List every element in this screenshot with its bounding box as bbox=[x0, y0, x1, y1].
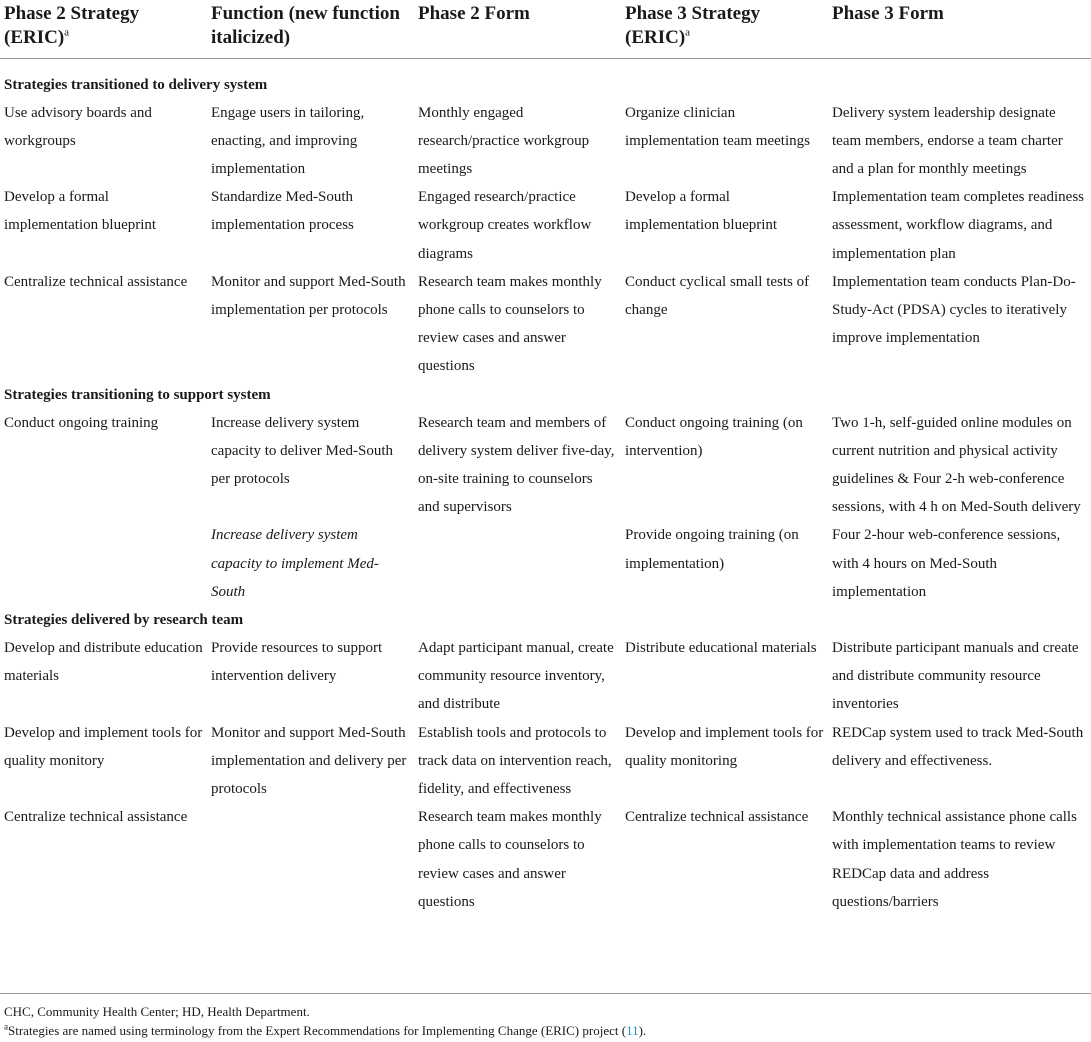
table-cell: Distribute participant manuals and create and distribute community resource inventories bbox=[832, 639, 1079, 713]
table-cell: Develop a formal implementation blueprint bbox=[625, 189, 778, 234]
table-cell: Implementation team conducts Plan-Do-Study-Act (PDSA) cycles to iteratively improve implementation bbox=[832, 273, 1076, 347]
table-row bbox=[0, 99, 1091, 184]
header-row bbox=[0, 0, 1091, 59]
table-row bbox=[0, 183, 1091, 268]
table-cell: Monitor and support Med-South implementation per protocols bbox=[211, 273, 406, 318]
header-phase3-form: Phase 3 Form bbox=[832, 3, 944, 24]
table-cell: Conduct ongoing training (on intervention) bbox=[625, 414, 803, 459]
table-cell: Develop a formal implementation blueprint bbox=[4, 189, 157, 234]
section-header bbox=[0, 71, 1091, 99]
table-cell: REDCap system used to track Med-South delivery and effectiveness. bbox=[832, 724, 1084, 769]
table-row bbox=[0, 719, 1091, 804]
table-cell: Two 1-h, self-guided online modules on current nutrition and physical activity guidelines & Four 2-h web-conference sessions, with 4 h on Med-South delivery bbox=[832, 414, 1081, 516]
table-cell bbox=[0, 59, 1091, 71]
table-cell: Strategies transitioning to support system bbox=[4, 386, 271, 403]
table-cell: Increase delivery system capacity to deliver Med-South per protocols bbox=[211, 414, 394, 487]
abbreviation-note: CHC, Community Health Center; HD, Health Department. bbox=[4, 1004, 310, 1019]
table-cell: Implementation team completes readiness assessment, workflow diagrams, and implementation plan bbox=[832, 189, 1084, 262]
table-row bbox=[0, 268, 1091, 381]
header-phase2-form: Phase 2 Form bbox=[418, 3, 530, 24]
table-cell: Distribute educational materials bbox=[625, 639, 817, 656]
section-header bbox=[0, 606, 1091, 634]
table-cell: Conduct cyclical small tests of change bbox=[625, 273, 810, 318]
table-cell: Develop and implement tools for quality monitoring bbox=[625, 724, 824, 769]
table-row bbox=[0, 634, 1091, 719]
table-cell: Delivery system leadership designate team members, endorse a team charter and a plan for monthly meetings bbox=[832, 104, 1063, 177]
header-phase2-strategy: Phase 2 Strategy (ERIC)$^a$ bbox=[4, 3, 140, 48]
header-phase3-strategy: Phase 3 Strategy (ERIC)$^a$ bbox=[625, 3, 761, 48]
table-cell: Centralize technical assistance bbox=[4, 273, 188, 290]
footnote-a: $^a$Strategies are named using terminology from the Expert Recommendations for Implementing Change (ERIC) project (11). bbox=[4, 1021, 647, 1038]
table-cell: Centralize technical assistance bbox=[625, 809, 809, 826]
table-cell: Standardize Med-South implementation process bbox=[211, 189, 354, 234]
table-cell: Four 2-hour web-conference sessions, with 4 hours on Med-South implementation bbox=[832, 527, 1061, 600]
table-cell: Develop and implement tools for quality monitory bbox=[4, 724, 203, 769]
new-function-cell: Increase delivery system capacity to implement Med-South bbox=[211, 527, 379, 600]
table-cell: Provide ongoing training (on implementation) bbox=[625, 527, 799, 572]
table-footnotes bbox=[4, 1002, 646, 1040]
table-cell: Conduct ongoing training bbox=[4, 414, 159, 431]
table-cell: Monthly engaged research/practice workgroup meetings bbox=[418, 104, 590, 177]
section-header bbox=[0, 381, 1091, 409]
table-cell: Monthly technical assistance phone calls with implementation teams to review REDCap data and address questions/barriers bbox=[832, 809, 1077, 910]
table-cell: Research team and members of delivery system deliver five-day, on-site training to counselors and supervisors bbox=[418, 414, 615, 516]
table-cell bbox=[0, 521, 207, 606]
table-cell: Strategies delivered by research team bbox=[4, 611, 244, 628]
table-cell: Provide resources to support intervention delivery bbox=[211, 639, 383, 685]
table-cell bbox=[207, 803, 414, 916]
table-cell: Engage users in tailoring, enacting, and improving implementation bbox=[211, 104, 365, 177]
table-cell: Research team makes monthly phone calls to counselors to review cases and answer questions bbox=[418, 273, 602, 375]
table-cell: Adapt participant manual, create community resource inventory, and distribute bbox=[418, 639, 614, 713]
footer-divider bbox=[0, 993, 1091, 994]
table-cell: Centralize technical assistance bbox=[4, 809, 188, 826]
table-row bbox=[0, 409, 1091, 522]
table-cell: Engaged research/practice workgroup creates workflow diagrams bbox=[418, 189, 592, 262]
reference-link[interactable]: 11 bbox=[626, 1023, 639, 1038]
table-cell: Establish tools and protocols to track data on intervention reach, fidelity, and effectiveness bbox=[418, 724, 612, 797]
header-function: Function (new function italicized) bbox=[211, 3, 400, 48]
table-cell: Organize clinician implementation team meetings bbox=[625, 104, 810, 149]
table-row bbox=[0, 803, 1091, 916]
table-cell: Research team makes monthly phone calls to counselors to review cases and answer questions bbox=[418, 809, 602, 910]
table-cell bbox=[414, 521, 621, 606]
table-cell: Monitor and support Med-South implementation and delivery per protocols bbox=[211, 724, 407, 797]
table-cell: Develop and distribute education materials bbox=[4, 639, 203, 685]
table-row bbox=[0, 521, 1091, 606]
table-cell: Strategies transitioned to delivery system bbox=[4, 76, 268, 93]
table-cell: Use advisory boards and workgroups bbox=[4, 104, 152, 149]
